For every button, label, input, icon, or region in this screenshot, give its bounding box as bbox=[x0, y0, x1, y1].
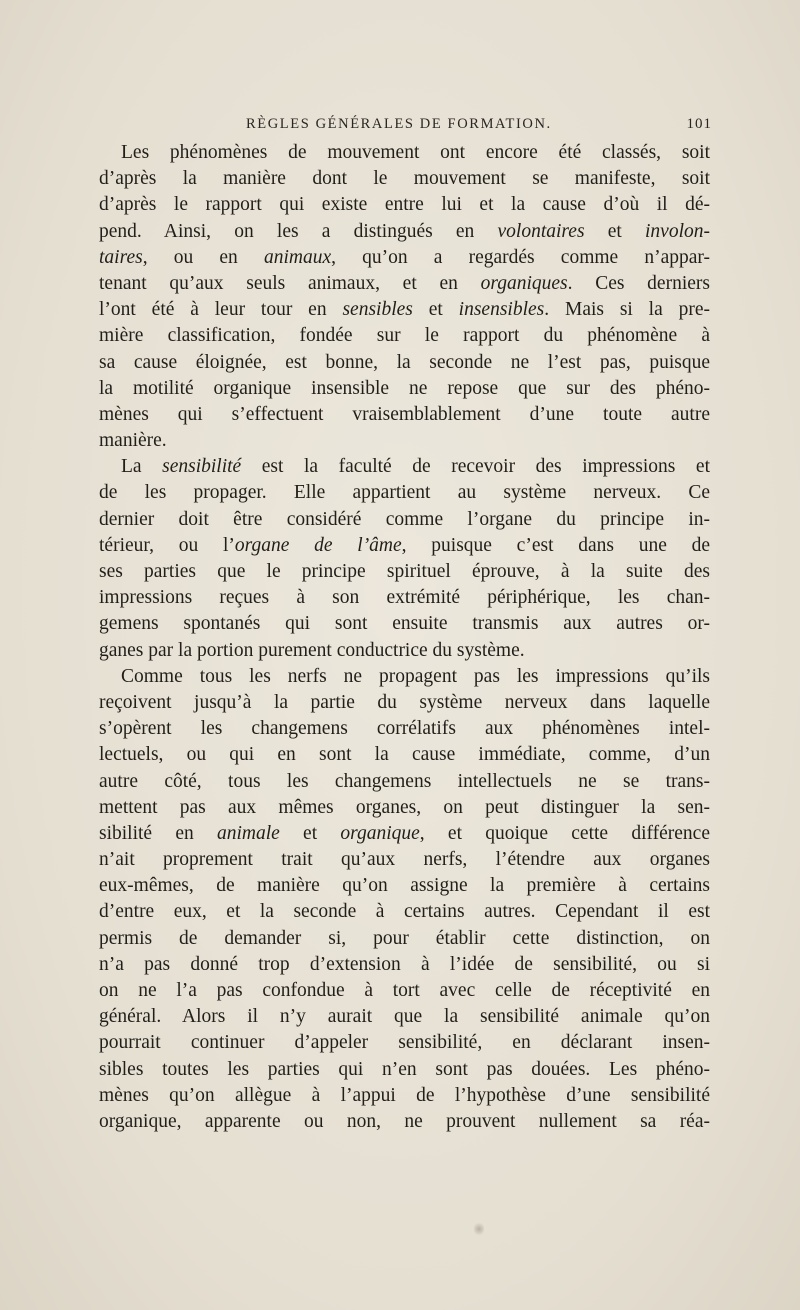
text-line: d’après le rapport qui existe entre lui et la cause d’où il dé- bbox=[99, 194, 710, 216]
text-line: gemens spontanés qui sont ensuite transmis aux autres or- bbox=[99, 613, 710, 635]
italic-term: volontaires bbox=[497, 220, 585, 242]
text-line: taires, ou en animaux, qu’on a regardés comme n’appar- bbox=[99, 246, 710, 268]
text-line: autre côté, tous les changemens intellectuels ne se trans- bbox=[99, 770, 710, 792]
text-line: ganes par la portion purement conductrice du système. bbox=[99, 639, 525, 661]
text-line: n’ait proprement trait qu’aux nerfs, l’étendre aux organes bbox=[99, 849, 710, 871]
text-line: La sensibilité est la faculté de recevoir des impressions et bbox=[121, 456, 710, 478]
italic-term: sensibles bbox=[342, 299, 413, 321]
text-line: d’entre eux, et la seconde à certains autres. Cependant il est bbox=[99, 901, 710, 923]
text-line: lectuels, ou qui en sont la cause immédiate, comme, d’un bbox=[99, 744, 710, 766]
italic-term: involon- bbox=[645, 220, 710, 242]
text-line: on ne l’a pas confondue à tort avec celle de réceptivité en bbox=[99, 980, 710, 1001]
italic-term: insensibles bbox=[458, 299, 545, 321]
text-line: d’après la manière dont le mouvement se manifeste, soit bbox=[99, 168, 710, 190]
text-line: n’a pas donné trop d’extension à l’idée de sensibilité, ou si bbox=[99, 953, 710, 975]
text-line: eux-mêmes, de manière qu’on assigne la première à certains bbox=[99, 875, 710, 897]
text-line: dernier doit être considéré comme l’organe du principe in- bbox=[99, 508, 710, 530]
text-line: mènes qu’on allègue à l’appui de l’hypothèse d’une sensibilité bbox=[99, 1084, 710, 1106]
text-line: mènes qui s’effectuent vraisemblablement d’une toute autre bbox=[99, 403, 710, 425]
text-line: pend. Ainsi, on les a distingués en volontaires et involon- bbox=[99, 220, 710, 242]
text-line: sibles toutes les parties qui n’en sont pas douées. Les phéno- bbox=[99, 1058, 710, 1080]
text-line: tenant qu’aux seuls animaux, et en organiques. Ces derniers bbox=[99, 272, 710, 294]
body-text bbox=[99, 140, 710, 1135]
italic-term: organique bbox=[340, 822, 420, 844]
ink-smudge bbox=[474, 1222, 484, 1236]
text-line: l’ont été à leur tour en sensibles et insensibles. Mais si la pre- bbox=[99, 299, 710, 321]
text-line: térieur, ou l’organe de l’âme, puisque c’est dans une de bbox=[99, 534, 711, 556]
text-line: reçoivent jusqu’à la partie du système nerveux dans laquelle bbox=[99, 691, 710, 713]
page-header bbox=[100, 116, 712, 138]
italic-term: animale bbox=[216, 822, 280, 844]
text-line: mière classification, fondée sur le rapport du phénomène à bbox=[99, 325, 710, 347]
text-line: mettent pas aux mêmes organes, on peut distinguer la sen- bbox=[99, 796, 710, 818]
text-line: impressions reçues à son extrémité périphérique, les chan- bbox=[99, 587, 710, 609]
text-line: ses parties que le principe spirituel éprouve, à la suite des bbox=[99, 561, 710, 582]
text-line: manière. bbox=[99, 430, 167, 452]
text-line: organique, apparente ou non, ne prouvent nullement sa réa- bbox=[99, 1110, 710, 1132]
text-line: pourrait continuer d’appeler sensibilité, en déclarant insen- bbox=[99, 1032, 710, 1054]
text-line: s’opèrent les changemens corrélatifs aux phénomènes intel- bbox=[99, 718, 710, 740]
text-line: de les propager. Elle appartient au système nerveux. Ce bbox=[99, 482, 710, 504]
text-line: Les phénomènes de mouvement ont encore été classés, soit bbox=[121, 142, 710, 163]
text-line: général. Alors il n’y aurait que la sensibilité animale qu’on bbox=[99, 1006, 710, 1028]
italic-term: animaux bbox=[263, 246, 332, 268]
italic-term: organiques bbox=[480, 272, 568, 294]
running-head: RÈGLES GÉNÉRALES DE FORMATION. bbox=[246, 116, 552, 132]
text-line: sibilité en animale et organique, et quoique cette différence bbox=[99, 822, 710, 844]
italic-term: taires bbox=[99, 246, 143, 268]
text-line: Comme tous les nerfs ne propagent pas les impressions qu’ils bbox=[121, 665, 710, 687]
text-line: permis de demander si, pour établir cette distinction, on bbox=[99, 927, 710, 949]
italic-term: organe de l’âme bbox=[234, 534, 402, 556]
page-number: 101 bbox=[686, 116, 712, 132]
text-line: sa cause éloignée, est bonne, la seconde ne l’est pas, puisque bbox=[99, 351, 710, 373]
text-line: la motilité organique insensible ne repose que sur des phéno- bbox=[99, 377, 710, 399]
italic-term: sensibilité bbox=[162, 456, 242, 478]
